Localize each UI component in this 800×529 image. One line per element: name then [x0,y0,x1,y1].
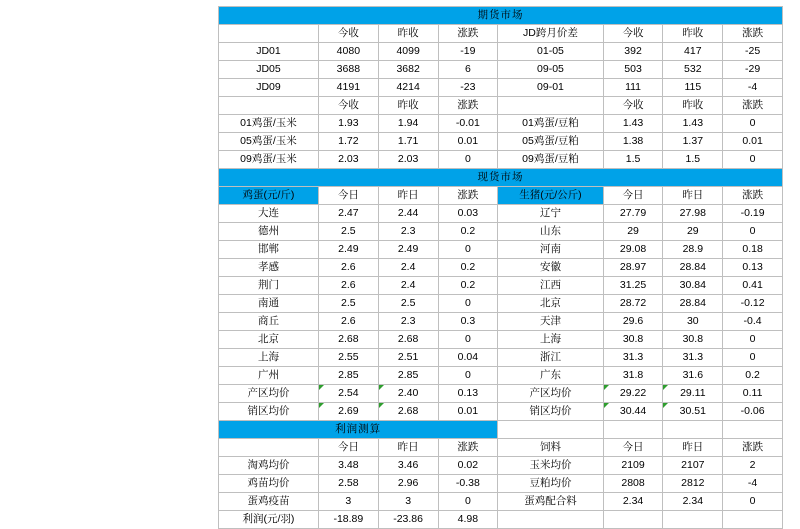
market-data-sheet [218,6,783,529]
row-label: 09-05 [498,61,603,79]
row-label: 产区均价 [498,385,603,403]
cell-value: 0 [723,151,783,169]
cell-value: 27.98 [663,205,723,223]
cell-value: 2.68 [378,403,438,421]
table-row [219,457,783,475]
cell-value: -0.19 [723,205,783,223]
table-row [219,205,783,223]
row-label: 北京 [498,295,603,313]
cell-value: 0 [438,151,498,169]
cell-value: 0.03 [438,205,498,223]
row-label: 北京 [219,331,319,349]
cell-value: 30 [663,313,723,331]
cell-value: 392 [603,43,663,61]
row-label: 辽宁 [498,205,603,223]
cell-value: 2.85 [318,367,378,385]
column-header-yesterday-close: 昨收 [663,97,723,115]
row-label: 广州 [219,367,319,385]
cell-value: 0.04 [438,349,498,367]
cell-value: 1.5 [663,151,723,169]
cell-value: 0 [723,331,783,349]
cell-value: 532 [663,61,723,79]
cell-value: 2.5 [318,223,378,241]
cell-value: 1.5 [603,151,663,169]
table-row [219,223,783,241]
table-row [219,241,783,259]
cell-value: 2.6 [318,259,378,277]
cell-value: 1.37 [663,133,723,151]
table-row [219,61,783,79]
table-header-row [219,97,783,115]
column-header-today: 今日 [603,439,663,457]
cell-value: 0 [438,295,498,313]
row-label: 01鸡蛋/玉米 [219,115,319,133]
cell-value: 1.43 [603,115,663,133]
cell-value: 27.79 [603,205,663,223]
cell-value: 2107 [663,457,723,475]
table-header-row [219,187,783,205]
row-label: 05鸡蛋/豆粕 [498,133,603,151]
cell-value: 0.11 [723,385,783,403]
table-header-row [219,25,783,43]
table-row [219,385,783,403]
column-header-feed: 饲料 [498,439,603,457]
column-header-egg-unit: 鸡蛋(元/斤) [219,187,319,205]
cell-value: 2.68 [378,331,438,349]
table-header-row [219,439,783,457]
cell-value: 31.8 [603,367,663,385]
cell-value: -29 [723,61,783,79]
column-header-today: 今日 [318,187,378,205]
cell-value: 29 [663,223,723,241]
table-row [219,79,783,97]
cell-value: 2.3 [378,223,438,241]
cell-value: 1.38 [603,133,663,151]
empty-cell [603,511,663,529]
row-label: 01鸡蛋/豆粕 [498,115,603,133]
column-header-today-close: 今收 [318,25,378,43]
section-title-profit: 利润测算 [219,421,498,439]
cell-value: 2.68 [318,331,378,349]
empty-cell [723,511,783,529]
row-label: 德州 [219,223,319,241]
table-row [219,331,783,349]
column-header-yesterday-close: 昨收 [378,25,438,43]
cell-value: 1.93 [318,115,378,133]
table-row [219,313,783,331]
row-label: 05鸡蛋/玉米 [219,133,319,151]
column-header-change: 涨跌 [723,25,783,43]
row-label: 豆粕均价 [498,475,603,493]
row-label: 蛋鸡配合料 [498,493,603,511]
cell-value: 0.01 [438,133,498,151]
cell-value: 0 [438,367,498,385]
table-row [219,493,783,511]
cell-value: 2.54 [318,385,378,403]
cell-value: 2.3 [378,313,438,331]
empty-cell [219,25,319,43]
cell-value: 2109 [603,457,663,475]
empty-cell [663,421,723,439]
row-label: JD05 [219,61,319,79]
row-label: 孝感 [219,259,319,277]
row-label: 产区均价 [219,385,319,403]
row-label: 09鸡蛋/玉米 [219,151,319,169]
cell-value: 1.43 [663,115,723,133]
cell-value: 28.72 [603,295,663,313]
column-header-today-close: 今收 [603,97,663,115]
cell-value: 0.18 [723,241,783,259]
cell-value: -0.4 [723,313,783,331]
cell-value: 2.6 [318,313,378,331]
row-label: 邯郸 [219,241,319,259]
row-label: 销区均价 [219,403,319,421]
cell-value: 0.2 [438,277,498,295]
row-label: 09鸡蛋/豆粕 [498,151,603,169]
cell-value: 29.08 [603,241,663,259]
cell-value: 111 [603,79,663,97]
cell-value: 30.51 [663,403,723,421]
cell-value: -0.06 [723,403,783,421]
cell-value: 30.44 [603,403,663,421]
cell-value: 3.48 [318,457,378,475]
row-label: 上海 [498,331,603,349]
cell-value: 0 [438,331,498,349]
column-header-today: 今日 [603,187,663,205]
row-label: 利润(元/羽) [219,511,319,529]
cell-value: 0 [723,115,783,133]
cell-value: -0.38 [438,475,498,493]
cell-value: 2.58 [318,475,378,493]
column-header-yesterday-close: 昨收 [663,25,723,43]
cell-value: 0 [438,493,498,511]
row-label: 大连 [219,205,319,223]
row-label: 01-05 [498,43,603,61]
table-row [219,43,783,61]
cell-value: 2.96 [378,475,438,493]
column-header-yesterday-close: 昨收 [378,97,438,115]
cell-value: 1.71 [378,133,438,151]
empty-cell [603,421,663,439]
cell-value: 0 [723,349,783,367]
cell-value: 0.2 [438,223,498,241]
table-row [219,403,783,421]
column-header-today: 今日 [318,439,378,457]
cell-value: 2.51 [378,349,438,367]
cell-value: 30.8 [603,331,663,349]
cell-value: 29.6 [603,313,663,331]
table-row [219,295,783,313]
column-header-spread: JD跨月价差 [498,25,603,43]
table-row [219,511,783,529]
row-label: 商丘 [219,313,319,331]
table-row [219,115,783,133]
cell-value: 0.2 [723,367,783,385]
cell-value: 2 [723,457,783,475]
cell-value: 28.84 [663,259,723,277]
row-label: 淘鸡均价 [219,457,319,475]
cell-value: 4191 [318,79,378,97]
cell-value: 2.03 [378,151,438,169]
cell-value: 0 [438,241,498,259]
row-label: JD09 [219,79,319,97]
cell-value: -25 [723,43,783,61]
cell-value: 30.8 [663,331,723,349]
row-label: 鸡苗均价 [219,475,319,493]
cell-value: 31.25 [603,277,663,295]
cell-value: 2.5 [378,295,438,313]
cell-value: 0.01 [438,403,498,421]
table-row [219,349,783,367]
row-label: 天津 [498,313,603,331]
section-title-futures: 期货市场 [219,7,783,25]
cell-value: 0.3 [438,313,498,331]
cell-value: 503 [603,61,663,79]
table-row [219,367,783,385]
cell-value: 2.34 [603,493,663,511]
column-header-today-close: 今收 [318,97,378,115]
cell-value: -23.86 [378,511,438,529]
table-row [219,259,783,277]
row-label: 南通 [219,295,319,313]
table-row [219,133,783,151]
cell-value: 29 [603,223,663,241]
cell-value: 2.44 [378,205,438,223]
empty-cell [498,511,603,529]
cell-value: 0 [723,223,783,241]
cell-value: 2.5 [318,295,378,313]
cell-value: 2.4 [378,277,438,295]
cell-value: 3688 [318,61,378,79]
cell-value: 0.13 [438,385,498,403]
empty-cell [498,97,603,115]
cell-value: 1.94 [378,115,438,133]
cell-value: 0 [723,493,783,511]
section-header-row [219,169,783,187]
row-label: 销区均价 [498,403,603,421]
column-header-yesterday: 昨日 [663,439,723,457]
table-row [219,151,783,169]
cell-value: 2.40 [378,385,438,403]
column-header-change: 涨跌 [438,439,498,457]
row-label: 安徽 [498,259,603,277]
cell-value: 29.11 [663,385,723,403]
cell-value: -19 [438,43,498,61]
cell-value: 0.13 [723,259,783,277]
cell-value: 4214 [378,79,438,97]
cell-value: 2.49 [318,241,378,259]
cell-value: 3682 [378,61,438,79]
cell-value: 2.03 [318,151,378,169]
market-table [218,6,783,529]
cell-value: 2.6 [318,277,378,295]
row-label: 江西 [498,277,603,295]
section-header-row [219,7,783,25]
empty-cell [219,97,319,115]
empty-cell [723,421,783,439]
cell-value: 28.84 [663,295,723,313]
column-header-yesterday: 昨日 [378,187,438,205]
cell-value: 31.3 [603,349,663,367]
row-label: 荆门 [219,277,319,295]
row-label: 09-01 [498,79,603,97]
cell-value: 6 [438,61,498,79]
row-label: 上海 [219,349,319,367]
cell-value: 0.41 [723,277,783,295]
column-header-today-close: 今收 [603,25,663,43]
cell-value: 2.47 [318,205,378,223]
empty-cell [498,421,603,439]
cell-value: 4.98 [438,511,498,529]
cell-value: 2.4 [378,259,438,277]
cell-value: 2.34 [663,493,723,511]
row-label: 浙江 [498,349,603,367]
cell-value: 31.3 [663,349,723,367]
cell-value: -0.01 [438,115,498,133]
section-title-spot: 现货市场 [219,169,783,187]
cell-value: 417 [663,43,723,61]
cell-value: 2.55 [318,349,378,367]
cell-value: -4 [723,475,783,493]
cell-value: 31.6 [663,367,723,385]
cell-value: 2.85 [378,367,438,385]
column-header-change: 涨跌 [438,25,498,43]
cell-value: 30.84 [663,277,723,295]
cell-value: 0.01 [723,133,783,151]
cell-value: -4 [723,79,783,97]
cell-value: 3 [318,493,378,511]
cell-value: 3 [378,493,438,511]
cell-value: 4080 [318,43,378,61]
cell-value: 28.97 [603,259,663,277]
cell-value: -23 [438,79,498,97]
cell-value: 2.49 [378,241,438,259]
cell-value: 115 [663,79,723,97]
cell-value: 1.72 [318,133,378,151]
cell-value: 2808 [603,475,663,493]
table-row [219,277,783,295]
empty-cell [663,511,723,529]
column-header-change: 涨跌 [438,97,498,115]
cell-value: 0.02 [438,457,498,475]
cell-value: 3.46 [378,457,438,475]
column-header-change: 涨跌 [723,439,783,457]
cell-value: 4099 [378,43,438,61]
cell-value: 0.2 [438,259,498,277]
column-header-hog-unit: 生猪(元/公斤) [498,187,603,205]
row-label: 山东 [498,223,603,241]
row-label: 蛋鸡疫苗 [219,493,319,511]
cell-value: 29.22 [603,385,663,403]
cell-value: -18.89 [318,511,378,529]
row-label: 玉米均价 [498,457,603,475]
column-header-yesterday: 昨日 [663,187,723,205]
row-label: JD01 [219,43,319,61]
empty-cell [219,439,319,457]
column-header-change: 涨跌 [723,97,783,115]
section-header-row [219,421,783,439]
cell-value: 2812 [663,475,723,493]
row-label: 河南 [498,241,603,259]
row-label: 广东 [498,367,603,385]
cell-value: 28.9 [663,241,723,259]
cell-value: -0.12 [723,295,783,313]
column-header-yesterday: 昨日 [378,439,438,457]
column-header-change: 涨跌 [723,187,783,205]
table-row [219,475,783,493]
cell-value: 2.69 [318,403,378,421]
column-header-change: 涨跌 [438,187,498,205]
